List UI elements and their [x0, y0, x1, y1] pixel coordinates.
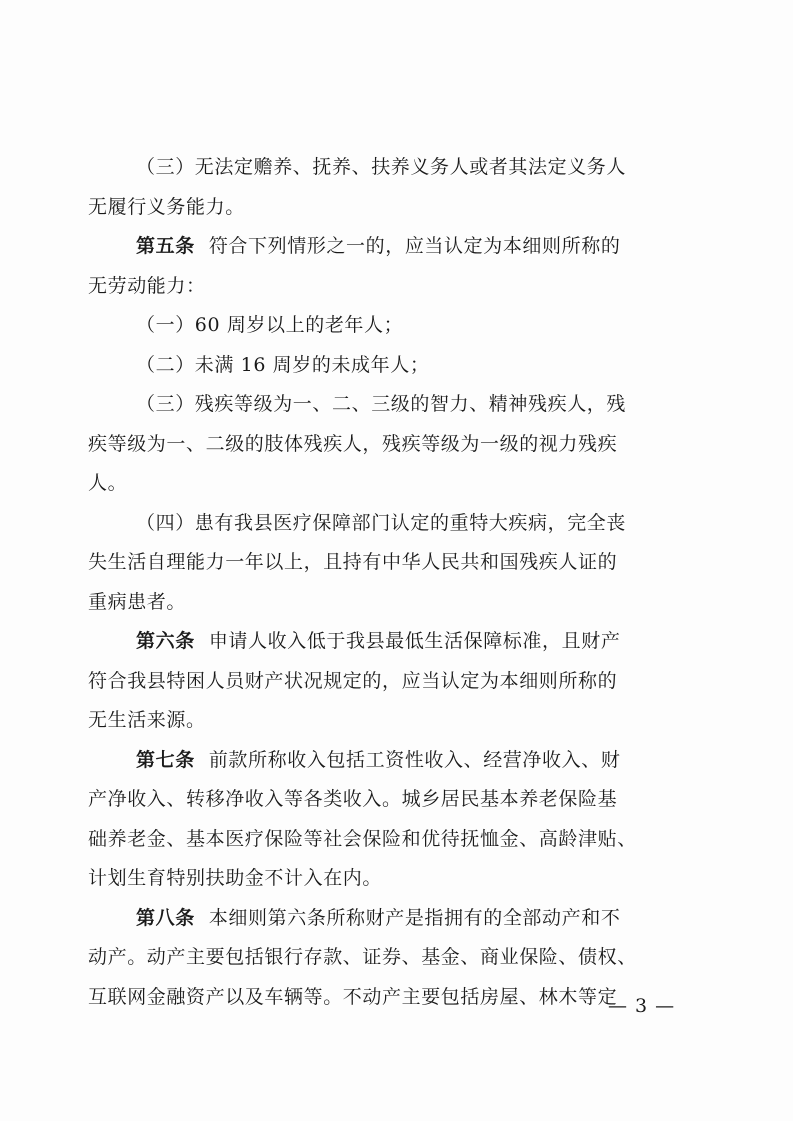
list-item: （四）患有我县医疗保障部门认定的重特大疾病，完全丧 — [136, 511, 627, 534]
document-body — [88, 148, 688, 1017]
article-heading: 第六条 — [136, 630, 195, 652]
article-heading: 第七条 — [136, 748, 195, 771]
paragraph-line: 本细则第六条所称财产是指拥有的全部动产和不 — [208, 906, 621, 929]
list-item: （一）60 周岁以上的老年人； — [136, 314, 404, 336]
article-7-first-line — [88, 741, 688, 781]
paragraph-line: 产净收入、转移净收入等各类收入。城乡居民基本养老保险基 — [88, 788, 618, 810]
article-8-first-line — [88, 899, 688, 939]
list-item: （三）残疾等级为一、二、三级的智力、精神残疾人，残 — [136, 393, 627, 415]
page-number: — 3 — — [608, 995, 676, 1017]
paragraph-line: 符合下列情形之一的，应当认定为本细则所称的 — [208, 235, 621, 257]
paragraph-line: （三）无法定赡养、抚养、扶养义务人或者其法定义务人 — [136, 156, 627, 178]
paragraph-line: 符合我县特困人员财产状况规定的，应当认定为本细则所称的 — [88, 669, 618, 692]
paragraph-line: 重病患者。 — [88, 590, 187, 613]
article-5-first-line — [88, 227, 688, 267]
paragraph-line: 计划生育特别扶助金不计入在内。 — [88, 867, 383, 889]
paragraph-line: 无生活来源。 — [88, 709, 206, 731]
paragraph-line: 失生活自理能力一年以上，且持有中华人民共和国残疾人证的 — [88, 551, 618, 573]
paragraph-line: 互联网金融资产以及车辆等。不动产主要包括房屋、林木等定 — [88, 985, 618, 1008]
paragraph-line: 无履行义务能力。 — [88, 195, 245, 218]
paragraph-line: 人。 — [88, 472, 128, 494]
paragraph-line: 动产。动产主要包括银行存款、证券、基金、商业保险、债权、 — [88, 946, 637, 968]
paragraph-line: 疾等级为一、二级的肢体残疾人，残疾等级为一级的视力残疾 — [88, 432, 618, 455]
article-heading: 第八条 — [136, 906, 195, 929]
list-item: （二）未满 16 周岁的未成年人； — [136, 353, 430, 376]
paragraph-line: 申请人收入低于我县最低生活保障标准，且财产 — [208, 630, 621, 652]
paragraph-line: 无劳动能力： — [88, 274, 206, 297]
paragraph-line: 础养老金、基本医疗保险等社会保险和优待抚恤金、高龄津贴、 — [88, 827, 637, 850]
article-6-first-line — [88, 622, 688, 662]
article-heading: 第五条 — [136, 235, 195, 257]
paragraph-line: 前款所称收入包括工资性收入、经营净收入、财 — [208, 748, 621, 771]
